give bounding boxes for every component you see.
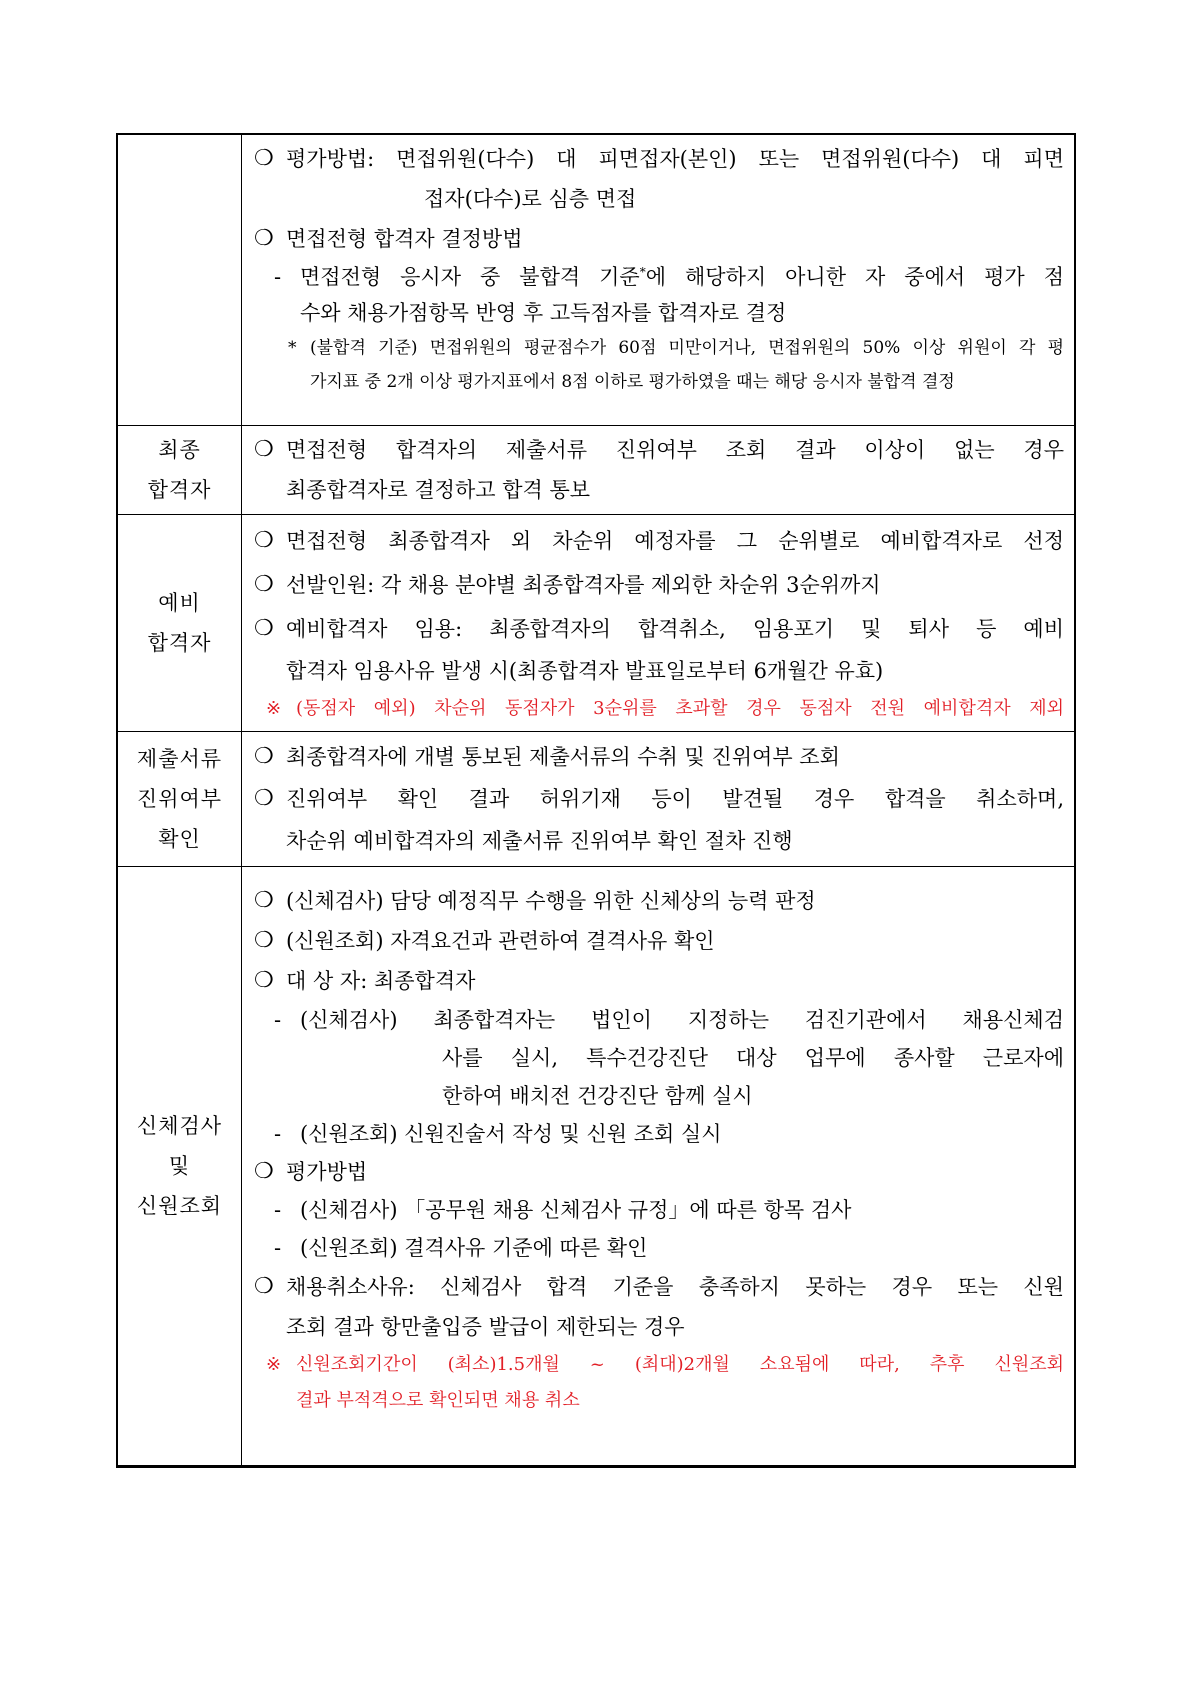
row-content-cell xyxy=(242,867,1076,1467)
dash-marker: - xyxy=(274,1008,282,1032)
row-header-line: 및 xyxy=(168,1154,191,1178)
bullet-marker: ❍ xyxy=(254,528,274,553)
row-header-line: 신체검사 xyxy=(136,1114,223,1138)
list-item xyxy=(252,139,1064,179)
row-header-line: 제출서류 xyxy=(136,747,223,771)
list-item xyxy=(252,563,1064,607)
item-text: 사를 실시, 특수건강진단 대상 업무에 종사할 근로자에 xyxy=(442,1046,1064,1070)
bullet-marker: ❍ xyxy=(254,146,274,171)
item-text: 면접전형 최종합격자 외 차순위 예정자를 그 순위별로 예비합격자로 선정 xyxy=(286,529,1064,553)
list-item xyxy=(252,607,1064,651)
item-text: 면접전형 합격자의 제출서류 진위여부 조회 결과 이상이 없는 경우 xyxy=(286,438,1064,462)
note-text: 결과 부적격으로 확인되면 채용 취소 xyxy=(296,1390,580,1411)
row-content-cell xyxy=(242,426,1076,515)
item-text: 대 상 자: 최종합격자 xyxy=(286,969,476,993)
sub-item-continuation xyxy=(252,1077,1064,1115)
list-item-continuation xyxy=(252,470,1064,510)
bullet-marker: ❍ xyxy=(254,744,274,769)
item-text: 에 해당하지 아니한 자 중에서 평가 점 xyxy=(645,265,1064,289)
item-text: 평가방법 xyxy=(286,1160,368,1184)
row-content-cell xyxy=(242,515,1076,732)
item-text: (신체검사) 담당 예정직무 수행을 위한 신체상의 능력 판정 xyxy=(286,889,816,913)
footnote-continuation xyxy=(252,365,1064,399)
list-item xyxy=(252,881,1064,921)
bullet-marker: ❍ xyxy=(254,928,274,953)
item-text: 접자(다수)로 심층 면접 xyxy=(424,187,637,211)
sub-item xyxy=(252,1191,1064,1229)
reference-marker: ※ xyxy=(266,698,282,719)
item-text: (신원조회) 신원진술서 작성 및 신원 조회 실시 xyxy=(300,1122,722,1146)
item-text: 수와 채용가점항목 반영 후 고득점자를 합격자로 결정 xyxy=(300,301,787,325)
note-text: (동점자 예외) 차순위 동점자가 3순위를 초과할 경우 동점자 전원 예비합격자 제외 xyxy=(296,698,1064,719)
recruitment-procedure-table xyxy=(116,133,1076,1468)
row-header-line: 예비 xyxy=(158,591,201,615)
dash-marker: - xyxy=(274,1236,282,1260)
sub-item xyxy=(252,1229,1064,1267)
item-text: 진위여부 확인 결과 허위기재 등이 발견될 경우 합격을 취소하며, xyxy=(286,787,1064,811)
row-header-line: 신원조회 xyxy=(136,1194,223,1218)
bullet-marker: ❍ xyxy=(254,437,274,462)
list-item xyxy=(252,961,1064,1001)
table-row xyxy=(117,134,1075,426)
item-text: (신체검사) 「공무원 채용 신체검사 규정」에 따른 항목 검사 xyxy=(300,1198,852,1222)
bullet-marker: ❍ xyxy=(254,572,274,597)
list-item-continuation xyxy=(252,820,1064,862)
sub-item-continuation xyxy=(252,1039,1064,1077)
list-item xyxy=(252,1267,1064,1307)
table-row xyxy=(117,515,1075,732)
item-text: (신체검사) 최종합격자는 법인이 지정하는 검진기관에서 채용신체검 xyxy=(300,1008,1064,1032)
dash-marker: - xyxy=(274,265,282,289)
item-text: 최종합격자로 결정하고 합격 통보 xyxy=(286,478,591,502)
list-item xyxy=(252,219,1064,259)
item-text: 면접전형 응시자 중 불합격 기준 xyxy=(300,265,640,289)
item-text: 합격자 임용사유 발생 시(최종합격자 발표일로부터 6개월간 유효) xyxy=(286,659,884,683)
dash-marker: - xyxy=(274,1198,282,1222)
list-item xyxy=(252,736,1064,778)
row-content-cell xyxy=(242,732,1076,867)
item-text: 한하여 배치전 건강진단 함께 실시 xyxy=(442,1084,753,1108)
item-text: 최종합격자에 개별 통보된 제출서류의 수취 및 진위여부 조회 xyxy=(286,745,840,769)
reference-marker: ※ xyxy=(266,1354,282,1375)
note-red-continuation xyxy=(252,1383,1064,1419)
asterisk-marker: * xyxy=(288,338,297,358)
footnote-text: (불합격 기준) 면접위원의 평균점수가 60점 미만이거나, 면접위원의 50% 이상 위원이 각 평 xyxy=(310,338,1064,358)
bullet-marker: ❍ xyxy=(254,1274,274,1299)
list-item xyxy=(252,778,1064,820)
table-row xyxy=(117,426,1075,515)
row-header-line: 합격자 xyxy=(147,631,212,655)
item-text: 예비합격자 임용: 최종합격자의 합격취소, 임용포기 및 퇴사 등 예비 xyxy=(286,617,1064,641)
item-text: 평가방법: 면접위원(다수) 대 피면접자(본인) 또는 면접위원(다수) 대 피면 xyxy=(286,147,1064,171)
bullet-marker: ❍ xyxy=(254,226,274,251)
row-header-cell xyxy=(117,515,242,732)
footnote-text: 가지표 중 2개 이상 평가지표에서 8점 이하로 평가하였을 때는 해당 응시자 불합격 결정 xyxy=(310,372,955,392)
sub-item xyxy=(252,1001,1064,1039)
row-content-cell xyxy=(242,134,1076,426)
row-header-cell xyxy=(117,867,242,1467)
row-header-line: 합격자 xyxy=(147,478,212,502)
item-text: 차순위 예비합격자의 제출서류 진위여부 확인 절차 진행 xyxy=(286,829,793,853)
list-item-continuation xyxy=(252,1307,1064,1347)
note-red xyxy=(252,1347,1064,1383)
table-row xyxy=(117,732,1075,867)
row-header-line: 최종 xyxy=(158,438,201,462)
bullet-marker: ❍ xyxy=(254,786,274,811)
item-text: 선발인원: 각 채용 분야별 최종합격자를 제외한 차순위 3순위까지 xyxy=(286,573,881,597)
list-item-continuation xyxy=(252,651,1064,691)
row-header-cell xyxy=(117,426,242,515)
bullet-marker: ❍ xyxy=(254,888,274,913)
item-text: 조회 결과 항만출입증 발급이 제한되는 경우 xyxy=(286,1315,685,1339)
sub-item xyxy=(252,1115,1064,1153)
item-text: (신원조회) 자격요건과 관련하여 결격사유 확인 xyxy=(286,929,715,953)
row-header-line: 확인 xyxy=(158,827,201,851)
sub-item-continuation xyxy=(252,295,1064,331)
table-row xyxy=(117,867,1075,1467)
bullet-marker: ❍ xyxy=(254,1159,274,1184)
note-red xyxy=(252,691,1064,727)
bullet-marker: ❍ xyxy=(254,616,274,641)
list-item xyxy=(252,519,1064,563)
item-text: (신원조회) 결격사유 기준에 따른 확인 xyxy=(300,1236,648,1260)
dash-marker: - xyxy=(274,1122,282,1146)
item-text: 면접전형 합격자 결정방법 xyxy=(286,227,523,251)
row-header-cell xyxy=(117,134,242,426)
footnote-mark: * xyxy=(639,265,646,279)
list-item-continuation xyxy=(252,179,1064,219)
row-header-cell xyxy=(117,732,242,867)
note-text: 신원조회기간이 (최소)1.5개월 ~ (최대)2개월 소요됨에 따라, 추후 신원조회 xyxy=(296,1354,1064,1375)
item-text: 채용취소사유: 신체검사 합격 기준을 충족하지 못하는 경우 또는 신원 xyxy=(286,1275,1064,1299)
list-item xyxy=(252,921,1064,961)
list-item xyxy=(252,430,1064,470)
sub-item xyxy=(252,259,1064,295)
row-header-line: 진위여부 xyxy=(136,787,223,811)
bullet-marker: ❍ xyxy=(254,968,274,993)
footnote xyxy=(252,331,1064,365)
list-item xyxy=(252,1153,1064,1191)
